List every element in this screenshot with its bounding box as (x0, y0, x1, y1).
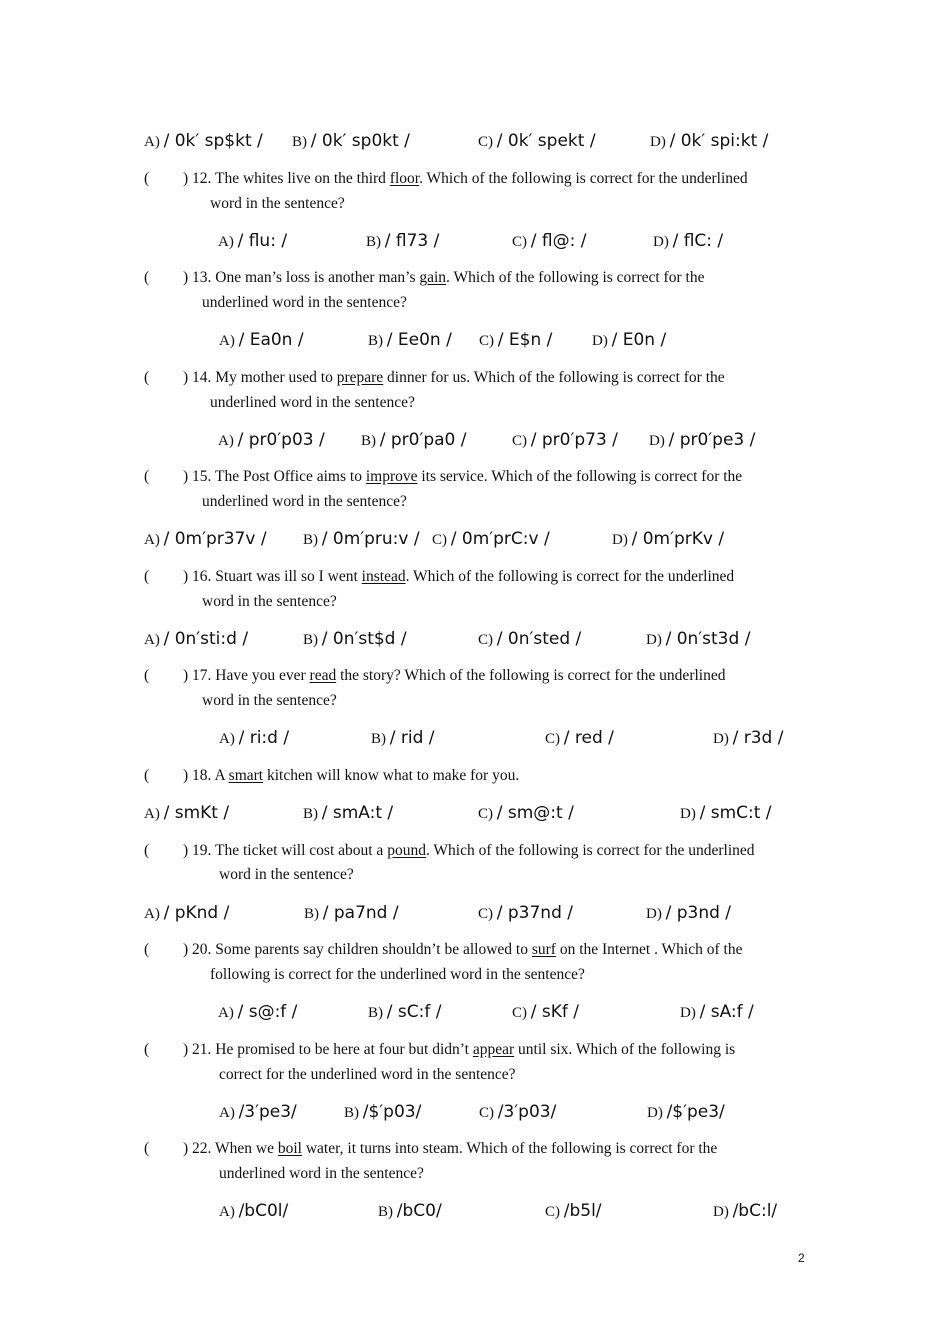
question-text: its service. Which of the following is correct for the (417, 468, 743, 485)
question-14-text (183, 368, 725, 388)
option-phonetic: / 0k′ sp$kt / (163, 131, 263, 151)
option-phonetic: / flu: / (237, 231, 288, 251)
question-19-text (183, 841, 755, 861)
q13-option-b (368, 329, 452, 352)
option-phonetic: / p3nd / (665, 903, 732, 923)
answer-bracket[interactable]: ( (144, 767, 150, 784)
option-letter: D) (592, 333, 612, 349)
answer-bracket[interactable]: ( (144, 369, 150, 386)
question-text: . Which of the following is correct for the underlined (405, 568, 735, 585)
option-letter: D) (713, 1204, 733, 1220)
option-phonetic: / p37nd / (496, 903, 574, 923)
question-21-line2: correct for the underlined word in the sentence? (219, 1066, 516, 1083)
question-number: ) 16. (183, 568, 216, 585)
option-letter: D) (612, 532, 632, 548)
option-letter: B) (378, 1204, 397, 1220)
question-text: He promised to be here at four but didn’t (215, 1041, 473, 1058)
q19-option-c (478, 902, 573, 925)
option-letter: A) (144, 632, 164, 648)
question-12-text (183, 169, 748, 189)
option-phonetic: / smC:t / (699, 803, 772, 823)
option-letter: D) (653, 234, 673, 250)
underlined-word: smart (228, 767, 264, 784)
option-letter: D) (713, 731, 733, 747)
underlined-word: appear (472, 1041, 515, 1058)
option-phonetic: / 0k′ spekt / (496, 131, 596, 151)
q11-option-d (650, 130, 768, 153)
question-text: The whites live on the third (215, 170, 390, 187)
option-letter: D) (680, 1005, 700, 1021)
question-text: kitchen will know what to make for you. (263, 767, 520, 784)
option-letter: A) (219, 731, 239, 747)
option-phonetic: /bC:l/ (732, 1201, 778, 1221)
q20-option-d (680, 1001, 754, 1024)
option-letter: B) (366, 234, 385, 250)
option-phonetic: / 0m′pr37v / (163, 529, 267, 549)
underlined-word: boil (277, 1140, 302, 1157)
page-number: 2 (798, 1251, 805, 1265)
underlined-word: surf (531, 941, 556, 958)
question-17-line2: word in the sentence? (202, 692, 337, 709)
question-number: ) 15. (183, 468, 216, 485)
question-13-text (183, 268, 704, 288)
q18-option-a (144, 802, 229, 825)
q13-option-a (219, 329, 304, 352)
option-letter: C) (512, 433, 531, 449)
option-phonetic: / pa7nd / (322, 903, 399, 923)
q19-option-a (144, 902, 229, 925)
option-letter: A) (144, 806, 164, 822)
question-number: ) 17. (183, 667, 216, 684)
option-phonetic: / sA:f / (699, 1002, 754, 1022)
question-text: until six. Which of the following is (514, 1041, 736, 1058)
option-phonetic: / 0k′ sp0kt / (310, 131, 410, 151)
question-number: ) 22. (183, 1140, 216, 1157)
option-letter: C) (512, 234, 531, 250)
option-phonetic: / E$n / (497, 330, 553, 350)
option-letter: A) (218, 1005, 238, 1021)
question-16-line2: word in the sentence? (202, 593, 337, 610)
q22-option-b (378, 1200, 442, 1223)
q18-option-b (303, 802, 393, 825)
option-phonetic: / smKt / (163, 803, 230, 823)
question-text: The ticket will cost about a (215, 842, 388, 859)
option-phonetic: / E0n / (611, 330, 667, 350)
option-letter: A) (144, 134, 164, 150)
option-letter: C) (479, 333, 498, 349)
option-letter: B) (303, 806, 322, 822)
q18-option-d (680, 802, 772, 825)
option-letter: B) (368, 1005, 387, 1021)
question-22-line2: underlined word in the sentence? (219, 1165, 424, 1182)
q13-option-d (592, 329, 666, 352)
option-phonetic: / ri:d / (238, 728, 290, 748)
q22-option-c (545, 1200, 602, 1223)
q21-option-b (344, 1101, 421, 1124)
option-letter: C) (545, 1204, 564, 1220)
q20-option-c (512, 1001, 579, 1024)
underlined-word: prepare (336, 369, 384, 386)
question-text: When we (215, 1140, 278, 1157)
option-phonetic: / fl73 / (384, 231, 440, 251)
answer-bracket[interactable]: ( (144, 269, 150, 286)
answer-bracket[interactable]: ( (144, 1140, 150, 1157)
question-text: water, it turns into steam. Which of the following is correct for the (301, 1140, 718, 1157)
option-phonetic: / 0n′sti:d / (163, 629, 249, 649)
option-letter: D) (646, 632, 666, 648)
option-letter: D) (646, 906, 666, 922)
option-phonetic: /3′pe3/ (238, 1102, 297, 1122)
underlined-word: pound (387, 842, 426, 859)
option-phonetic: / pr0′p73 / (530, 430, 618, 450)
question-text: Stuart was ill so I went (215, 568, 362, 585)
question-19-line2: word in the sentence? (219, 866, 354, 883)
underlined-word: instead (361, 568, 406, 585)
q19-option-d (646, 902, 731, 925)
question-text: the story? Which of the following is correct for the underlined (336, 667, 726, 684)
option-phonetic: / sKf / (530, 1002, 580, 1022)
option-phonetic: /$′p03/ (362, 1102, 422, 1122)
option-letter: C) (478, 806, 497, 822)
option-phonetic: / r3d / (732, 728, 784, 748)
q12-option-d (653, 230, 723, 253)
option-phonetic: / pr0′pe3 / (668, 430, 756, 450)
option-letter: A) (219, 1105, 239, 1121)
question-15-text (183, 467, 742, 487)
q14-option-d (649, 429, 755, 452)
option-phonetic: /3′p03/ (497, 1102, 557, 1122)
option-phonetic: / smA:t / (321, 803, 394, 823)
question-17-text (183, 666, 725, 686)
option-phonetic: / 0n′st3d / (665, 629, 751, 649)
option-letter: B) (303, 632, 322, 648)
option-letter: B) (344, 1105, 363, 1121)
question-13-line2: underlined word in the sentence? (202, 294, 407, 311)
question-text: My mother used to (215, 369, 337, 386)
option-letter: A) (144, 906, 164, 922)
question-number: ) 18. (183, 767, 215, 784)
q17-option-b (371, 727, 435, 750)
option-phonetic: / flC: / (672, 231, 724, 251)
question-number: ) 21. (183, 1041, 216, 1058)
question-text: on the Internet . Which of the (555, 941, 743, 958)
option-letter: D) (650, 134, 670, 150)
option-letter: C) (512, 1005, 531, 1021)
option-letter: C) (545, 731, 564, 747)
option-letter: B) (361, 433, 380, 449)
underlined-word: improve (365, 468, 418, 485)
answer-bracket[interactable]: ( (144, 1041, 150, 1058)
option-letter: B) (304, 906, 323, 922)
option-phonetic: / pr0′p03 / (237, 430, 325, 450)
q17-option-d (713, 727, 783, 750)
question-20-line2: following is correct for the underlined word in the sentence? (210, 966, 585, 983)
option-phonetic: / 0n′sted / (496, 629, 582, 649)
option-phonetic: / pKnd / (163, 903, 230, 923)
q16-option-c (478, 628, 581, 651)
question-text: . Which of the following is correct for the (446, 269, 705, 286)
q21-option-c (479, 1101, 556, 1124)
q11-option-c (478, 130, 596, 153)
q17-option-a (219, 727, 289, 750)
q11-option-b (292, 130, 410, 153)
option-letter: A) (144, 532, 164, 548)
option-letter: B) (371, 731, 390, 747)
answer-bracket[interactable]: ( (144, 941, 150, 958)
question-16-text (183, 567, 734, 587)
option-phonetic: / pr0′pa0 / (379, 430, 467, 450)
option-letter: A) (218, 433, 238, 449)
q12-option-c (512, 230, 586, 253)
option-letter: B) (303, 532, 322, 548)
option-letter: B) (292, 134, 311, 150)
option-phonetic: /bC0l/ (238, 1201, 289, 1221)
question-21-text (183, 1040, 735, 1060)
question-text: dinner for us. Which of the following is correct for the (383, 369, 725, 386)
option-letter: C) (479, 1105, 498, 1121)
answer-bracket[interactable]: ( (144, 667, 150, 684)
option-letter: C) (478, 134, 497, 150)
question-text: . Which of the following is correct for the underlined (419, 170, 748, 187)
question-number: ) 19. (183, 842, 216, 859)
question-number: ) 12. (183, 170, 216, 187)
option-phonetic: / Ea0n / (238, 330, 304, 350)
q21-option-a (219, 1101, 297, 1124)
option-phonetic: / fl@: / (530, 231, 587, 251)
q21-option-d (647, 1101, 725, 1124)
q15-option-a (144, 528, 267, 551)
q12-option-a (218, 230, 287, 253)
option-phonetic: / 0m′pru:v / (321, 529, 420, 549)
q14-option-b (361, 429, 467, 452)
q14-option-c (512, 429, 618, 452)
option-letter: A) (219, 1204, 239, 1220)
q15-option-d (612, 528, 724, 551)
answer-bracket[interactable]: ( (144, 170, 150, 187)
question-12-line2: word in the sentence? (210, 195, 345, 212)
option-phonetic: / sm@:t / (496, 803, 574, 823)
question-number: ) 20. (183, 941, 216, 958)
option-letter: A) (218, 234, 238, 250)
option-phonetic: / rid / (389, 728, 435, 748)
q16-option-d (646, 628, 750, 651)
answer-bracket[interactable]: ( (144, 568, 150, 585)
question-text: A (214, 767, 229, 784)
option-letter: C) (432, 532, 451, 548)
option-letter: A) (219, 333, 239, 349)
question-22-text (183, 1139, 717, 1159)
q14-option-a (218, 429, 325, 452)
q22-option-a (219, 1200, 288, 1223)
question-number: ) 13. (183, 269, 216, 286)
q16-option-b (303, 628, 407, 651)
option-phonetic: / sC:f / (386, 1002, 442, 1022)
q18-option-c (478, 802, 574, 825)
option-letter: D) (649, 433, 669, 449)
option-letter: C) (478, 632, 497, 648)
question-14-line2: underlined word in the sentence? (210, 394, 415, 411)
q20-option-b (368, 1001, 441, 1024)
option-phonetic: / s@:f / (237, 1002, 298, 1022)
underlined-word: floor (389, 170, 420, 187)
option-phonetic: / Ee0n / (386, 330, 452, 350)
question-15-line2: underlined word in the sentence? (202, 493, 407, 510)
option-letter: D) (647, 1105, 667, 1121)
q11-option-a (144, 130, 263, 153)
option-phonetic: / 0k′ spi:kt / (669, 131, 769, 151)
option-letter: C) (478, 906, 497, 922)
q16-option-a (144, 628, 248, 651)
option-phonetic: /$′pe3/ (666, 1102, 725, 1122)
q15-option-c (432, 528, 550, 551)
question-text: Have you ever (215, 667, 310, 684)
option-phonetic: /b5l/ (563, 1201, 602, 1221)
q12-option-b (366, 230, 439, 253)
answer-bracket[interactable]: ( (144, 468, 150, 485)
option-letter: B) (368, 333, 387, 349)
underlined-word: gain (419, 269, 447, 286)
q22-option-d (713, 1200, 777, 1223)
question-text: . Which of the following is correct for the underlined (425, 842, 755, 859)
question-text: Some parents say children shouldn’t be allowed to (215, 941, 532, 958)
option-phonetic: / 0n′st$d / (321, 629, 407, 649)
question-text: The Post Office aims to (215, 468, 366, 485)
option-letter: D) (680, 806, 700, 822)
question-18-text (183, 766, 519, 786)
option-phonetic: / red / (563, 728, 614, 748)
q20-option-a (218, 1001, 297, 1024)
question-20-text (183, 940, 742, 960)
q17-option-c (545, 727, 614, 750)
answer-bracket[interactable]: ( (144, 842, 150, 859)
q15-option-b (303, 528, 420, 551)
question-number: ) 14. (183, 369, 216, 386)
q13-option-c (479, 329, 552, 352)
option-phonetic: / 0m′prC:v / (450, 529, 550, 549)
underlined-word: read (309, 667, 337, 684)
q19-option-b (304, 902, 399, 925)
option-phonetic: /bC0/ (396, 1201, 442, 1221)
option-phonetic: / 0m′prKv / (631, 529, 725, 549)
question-text: One man’s loss is another man’s (215, 269, 420, 286)
